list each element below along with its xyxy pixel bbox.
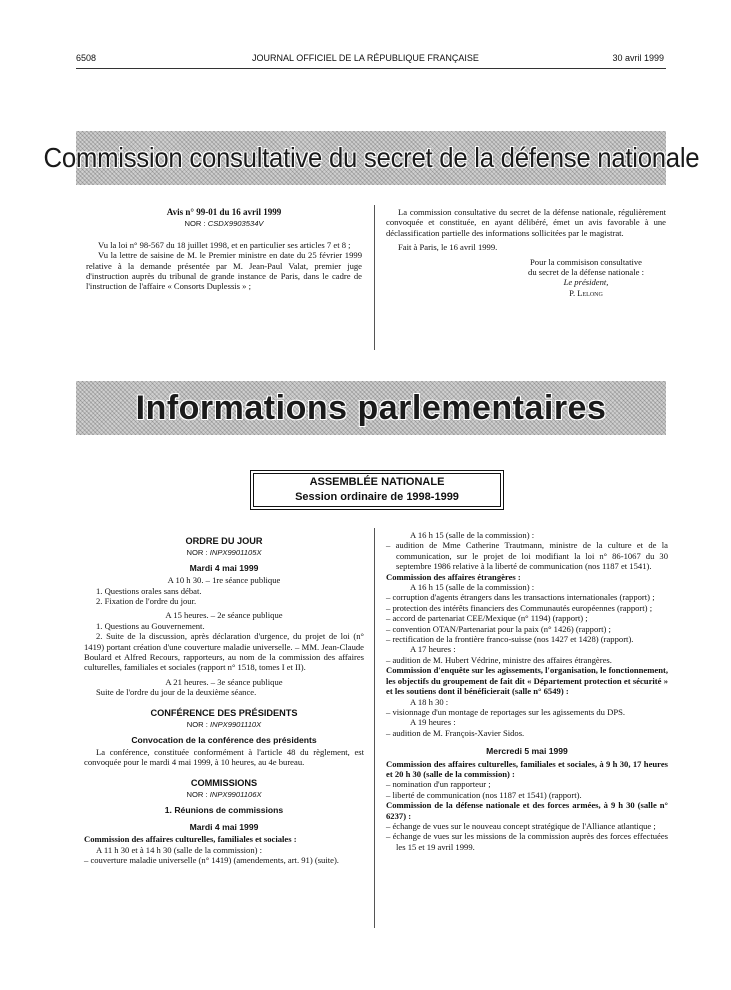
nor-code: INPX9901110X (210, 720, 262, 730)
avis-nor (86, 219, 362, 229)
avis-signature-role: Le président, (563, 277, 609, 288)
avis-signature-line-1: Pour la commisison consultative (530, 256, 642, 267)
cafs2-heading: Commission des affaires culturelles, familiales et sociales, à 9 h 30, 17 heures et 20 h 30 (salle de la commission) : (386, 758, 668, 779)
lower-right-column (386, 530, 668, 852)
lower-left-column (84, 536, 364, 866)
cae-item-3: – accord de partenariat CEE/Mexique (n° 1194) (rapport) ; (386, 613, 588, 624)
avis-fait: Fait à Paris, le 16 avril 1999. (398, 242, 498, 253)
mardi-heading: Mardi 4 mai 1999 (189, 562, 259, 573)
convocation-text: La conférence, constituée conformément à l'article 48 du règlement, est convoquée pour le mardi 4 mai 1999, à 10 heures, au 4e bureau. (84, 746, 364, 768)
seance-3-text: Suite de l'ordre du jour de la deuxième séance. (96, 687, 257, 698)
cae-item-5: – rectification de la frontière franco-suisse (nos 1427 et 1428) (rapport). (386, 634, 634, 645)
journal-title: JOURNAL OFFICIEL DE LA RÉPUBLIQUE FRANÇAISE (252, 53, 479, 63)
cae-item-4: – convention OTAN/Partenariat pour la paix (n° 1426) (rapport) ; (386, 623, 611, 634)
cae-item-1: – corruption d'agents étrangers dans les transactions internationales (rapport) ; (386, 592, 655, 603)
page-number: 6508 (76, 53, 97, 63)
cdn-item-1: – échange de vues sur le nouveau concept stratégique de l'Alliance atlantique ; (386, 820, 656, 831)
cafs2-item-1: – nomination d'un rapporteur ; (386, 779, 491, 790)
nor-label: NOR : (186, 790, 208, 800)
column-divider-bottom (374, 528, 375, 928)
convocation-title: Convocation de la conférence des présidents (131, 734, 317, 745)
nor-code: INPX9901105X (209, 548, 262, 558)
header-rule (76, 68, 666, 69)
nor-code: INPX9901106X (209, 790, 262, 800)
nor-label: NOR : (186, 720, 208, 730)
avis-paragraph-3: La commission consultative du secret de la défense nationale, régulièrement convoquée et constituée, en ayant délibéré, émet un avis favorable à une déclassification partielle des informations sollicitées par le magistrat. (386, 207, 666, 238)
enquete-item-2: – audition de M. François-Xavier Sidos. (386, 727, 525, 738)
cdn-item-2: – échange de vues sur les missions de la commission auprès des forces effectuées les 15 et 19 avril 1999. (386, 831, 668, 852)
assemblee-title: ASSEMBLÉE NATIONALE (309, 476, 445, 488)
informations-banner-text: Informations parlementaires (135, 388, 607, 427)
cafs-item: – couverture maladie universelle (n° 1419) (amendements, art. 91) (suite). (84, 855, 339, 866)
avis-signature-name: P. Lelong (569, 287, 603, 298)
enquete-time-2: A 19 heures : (410, 717, 456, 728)
issue-date: 30 avril 1999 (612, 53, 664, 63)
enquete-heading: Commission d'enquête sur les agissements, l'organisation, le fonctionnement, les objectifs du groupement de fait dit « Département protection et sécurité » et les soutiens dont il bénéficierait (salle n° 6549) : (386, 665, 668, 697)
cae-time: A 16 h 15 (salle de la commission) : (410, 582, 535, 593)
nor-code: CSDX9903534V (207, 219, 264, 229)
nor-label: NOR : (184, 219, 206, 229)
cdn-heading: Commission de la défense nationale et des forces armées, à 9 h 30 (salle n° 6237) : (386, 800, 668, 821)
avis-signature-line-2: du secret de la défense nationale : (528, 267, 644, 278)
right-item-1: – audition de Mme Catherine Trautmann, ministre de la culture et de la communication, sur le projet de loi modifiant la loi n° 86-1067 du 30 septembre 1986 relative à la liberté de communication (nos 1187 et 1541). (386, 540, 668, 572)
ordre-du-jour-title: ORDRE DU JOUR (185, 536, 263, 546)
session-title: Session ordinaire de 1998-1999 (295, 491, 459, 503)
seance-3-heading: A 21 heures. – 3e séance publique (165, 676, 283, 687)
avis-paragraph-1: Vu la loi n° 98-567 du 18 juillet 1998, et en particulier ses articles 7 et 8 ; (98, 239, 351, 250)
enquete-time-1: A 18 h 30 : (410, 696, 449, 707)
seance-2-heading: A 15 heures. – 2e séance publique (165, 610, 283, 621)
reunions-title: 1. Réunions de commissions (164, 804, 284, 815)
column-divider-top (374, 205, 375, 350)
enquete-item-1: – visionnage d'un montage de reportages sur les agissements du DPS. (386, 706, 626, 717)
seance-2-item-1: 1. Questions au Gouvernement. (96, 620, 205, 631)
cafs2-item-2: – liberté de communication (nos 1187 et 1541) (rapport). (386, 789, 582, 800)
seance-1-item-1: 1. Questions orales sans débat. (96, 585, 202, 596)
cae-item-6: – audition de M. Hubert Védrine, ministre des affaires étrangères. (386, 654, 612, 665)
conference-title: CONFÉRENCE DES PRÉSIDENTS (150, 707, 298, 718)
nor-label: NOR : (186, 548, 208, 558)
avis-right-column (386, 207, 666, 298)
commission-banner (43, 131, 699, 185)
mercredi-heading: Mercredi 5 mai 1999 (486, 746, 568, 757)
avis-left-column (86, 207, 362, 292)
seance-2-item-2: 2. Suite de la discussion, après déclaration d'urgence, du projet de loi (n° 1419) portant création d'une couverture maladie universelle. – MM. Jean-Claude Boulard et Alfred Recours, rapporteurs, au nom de la commission des affaires culturelles, familiales et sociales (rapport n° 1518, tomes I et II). (84, 631, 364, 673)
avis-title: Avis n° 99-01 du 16 avril 1999 (166, 207, 282, 217)
informations-banner (76, 381, 666, 435)
right-time-1: A 16 h 15 (salle de la commission) : (410, 530, 535, 540)
commissions-nor (84, 790, 364, 800)
cae-item-2: – protection des intérêts financiers des Communautés européennes (rapport) ; (386, 602, 653, 613)
cafs-time: A 11 h 30 et à 14 h 30 (salle de la commission) : (96, 844, 263, 855)
commissions-title: COMMISSIONS (190, 777, 258, 788)
assemblee-nationale-box (250, 470, 504, 510)
cafs-heading: Commission des affaires culturelles, familiales et sociales : (84, 834, 297, 845)
mardi-heading-2: Mardi 4 mai 1999 (189, 821, 259, 832)
ordre-nor (84, 548, 364, 558)
conference-nor (84, 720, 364, 730)
avis-paragraph-2: Vu la lettre de saisine de M. le Premier ministre en date du 25 février 1999 relative à la demande présentée par M. Jean-Paul Valat, premier juge d'instruction auprès du tribunal de grande instance de Paris, dans le cadre de l'instruction de l'affaire « Consorts Duplessis » ; (86, 250, 362, 292)
commission-banner-text: Commission consultative du secret de la défense nationale (43, 142, 699, 173)
seance-1-item-2: 2. Fixation de l'ordre du jour. (96, 596, 197, 607)
cae-time-2: A 17 heures : (410, 644, 456, 655)
cae-heading: Commission des affaires étrangères : (386, 571, 521, 582)
seance-1-heading: A 10 h 30. – 1re séance publique (167, 575, 281, 586)
